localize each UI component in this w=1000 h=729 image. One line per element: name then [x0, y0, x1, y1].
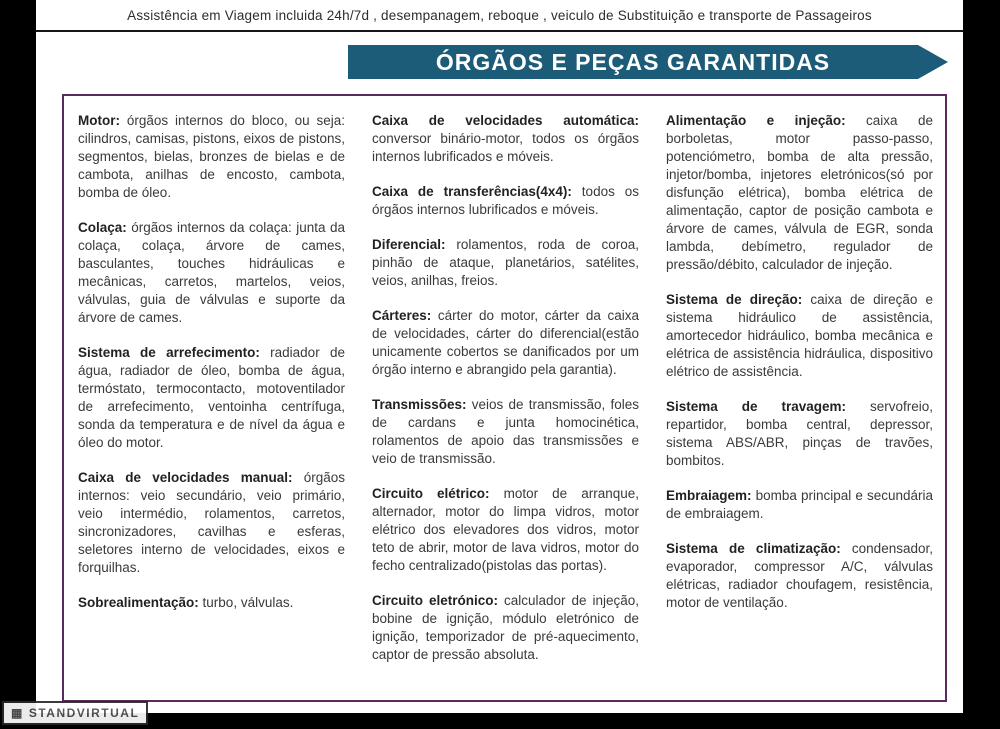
warranty-paragraph	[372, 592, 639, 664]
paragraph-text: todos os órgãos internos lubrificados e móveis.	[372, 184, 639, 217]
paragraph-lead: Motor:	[78, 113, 120, 128]
paragraph-lead: Sistema de arrefecimento:	[78, 345, 260, 360]
warranty-paragraph	[666, 398, 933, 470]
paragraph-lead: Sistema de climatização:	[666, 541, 841, 556]
column-1	[78, 112, 345, 700]
paragraph-text: cárter do motor, cárter da caixa de velocidades, cárter do diferencial(estão unicamente cobertos se danificados por um órgão interno e abrangido pela garantia).	[372, 308, 639, 377]
warranty-paragraph	[372, 112, 639, 166]
warranty-paragraph	[666, 540, 933, 612]
paragraph-text: conversor binário-motor, todos os órgãos internos lubrificados e móveis.	[372, 131, 639, 164]
watermark-text: STANDVIRTUAL	[28, 706, 140, 720]
paragraph-lead: Cárteres:	[372, 308, 432, 323]
assistance-note: Assistência em Viagem incluida 24h/7d , desempanagem, reboque , veiculo de Substituição e transporte de Passageiros	[127, 8, 872, 23]
paragraph-text: radiador de água, radiador de óleo, bomba de água, termóstato, termocontacto, motoventilador de arrefecimento, ventoinha centrífuga, sonda da temperatura e de nível da água e óleo do motor.	[78, 345, 345, 450]
paragraph-lead: Caixa de transferências(4x4):	[372, 184, 572, 199]
warranty-paragraph	[372, 236, 639, 290]
warranty-paragraph	[666, 291, 933, 381]
paragraph-lead: Circuito elétrico:	[372, 486, 490, 501]
column-2	[372, 112, 639, 700]
paragraph-text: condensador, evaporador, compressor A/C, válvulas elétricas, radiador choufagem, resistência, motor de ventilação.	[666, 541, 933, 610]
paragraph-lead: Caixa de velocidades automática:	[372, 113, 639, 128]
banner-arrow-icon	[918, 45, 948, 79]
warranty-paragraph	[78, 594, 345, 612]
watermark-logo	[2, 701, 148, 725]
bottom-border-bar	[0, 713, 1000, 729]
paragraph-text: bomba principal e secundária de embraiagem.	[666, 488, 933, 521]
paragraph-text: órgãos internos: veio secundário, veio primário, veio intermédio, rolamentos, carretos, sincronizadores, cavilhas e esferas, seletores interno de velocidades, eixos e forquilhas.	[78, 470, 345, 575]
paragraph-text: órgãos internos da colaça: junta da colaça, colaça, árvore de cames, basculantes, touches hidráulicas e mecânicas, carretos, martelos, veios, válvulas, guia de válvulas e suporte da árvore de cames.	[78, 220, 345, 325]
paragraph-text: caixa de direção e sistema hidráulico de assistência, amortecedor hidráulico, bomba mecânica e elétrica de assistência hidráulica, dispositivo elétrico de assistência.	[666, 292, 933, 379]
section-title-banner	[348, 45, 918, 79]
paragraph-lead: Diferencial:	[372, 237, 446, 252]
paragraph-lead: Sobrealimentação:	[78, 595, 199, 610]
watermark-grid-icon: ▦	[11, 706, 24, 720]
left-border-bar	[0, 0, 36, 729]
warranty-paragraph	[372, 307, 639, 379]
paragraph-lead: Circuito eletrónico:	[372, 593, 498, 608]
paragraph-lead: Sistema de direção:	[666, 292, 803, 307]
document-content	[36, 0, 963, 713]
paragraph-text: servofreio, repartidor, bomba central, depressor, sistema ABS/ABR, pinças de travões, bombitos.	[666, 399, 933, 468]
paragraph-lead: Embraiagem:	[666, 488, 752, 503]
paragraph-text: motor de arranque, alternador, motor do limpa vidros, motor elétrico dos elevadores dos vidros, motor teto de abrir, motor de lava vidros, motor do fecho centralizado(pistolas das portas).	[372, 486, 639, 573]
warranty-paragraph	[78, 344, 345, 452]
warranty-paragraph	[372, 485, 639, 575]
column-3	[666, 112, 933, 700]
paragraph-text: rolamentos, roda de coroa, pinhão de ataque, planetários, satélites, veios, anilhas, freios.	[372, 237, 639, 288]
warranty-paragraph	[666, 487, 933, 523]
warranty-parts-box	[62, 94, 947, 702]
warranty-paragraph	[78, 469, 345, 577]
warranty-paragraph	[666, 112, 933, 274]
warranty-paragraph	[372, 183, 639, 219]
paragraph-lead: Caixa de velocidades manual:	[78, 470, 293, 485]
paragraph-lead: Alimentação e injeção:	[666, 113, 846, 128]
paragraph-text: turbo, válvulas.	[198, 595, 294, 610]
paragraph-lead: Transmissões:	[372, 397, 467, 412]
paragraph-text: veios de transmissão, foles de cardans e junta homocinética, rolamentos de apoio das transmissões e veio de transmissão.	[372, 397, 639, 466]
warranty-paragraph	[372, 396, 639, 468]
paragraph-text: calculador de injeção, bobine de ignição, módulo eletrónico de ignição, temporizador de pré-aquecimento, captor de pressão absoluta.	[372, 593, 639, 662]
paragraph-lead: Sistema de travagem:	[666, 399, 846, 414]
page-title: ÓRGÃOS E PEÇAS GARANTIDAS	[435, 48, 831, 75]
horizontal-rule	[36, 30, 963, 32]
warranty-paragraph	[78, 112, 345, 202]
paragraph-text: caixa de borboletas, motor passo-passo, potenciómetro, bomba de alta pressão, injetor/bomba, injetores eletrónicos(só por disfunção elétrica), bomba elétrica de alimentação, captor de posição cambota e árvore de cames, válvula de EGR, sonda lambda, debímetro, regulador de pressão/débito, calculador de injeção.	[666, 113, 933, 272]
right-border-bar	[963, 0, 1000, 729]
banner-row	[36, 45, 963, 79]
paragraph-lead: Colaça:	[78, 220, 127, 235]
paragraph-text: órgãos internos do bloco, ou seja: cilindros, camisas, pistons, eixos de pistons, segmentos, bielas, bronzes de bielas e de cambota, anilhas de encosto, cambota, bomba de óleo.	[78, 113, 345, 200]
warranty-paragraph	[78, 219, 345, 327]
